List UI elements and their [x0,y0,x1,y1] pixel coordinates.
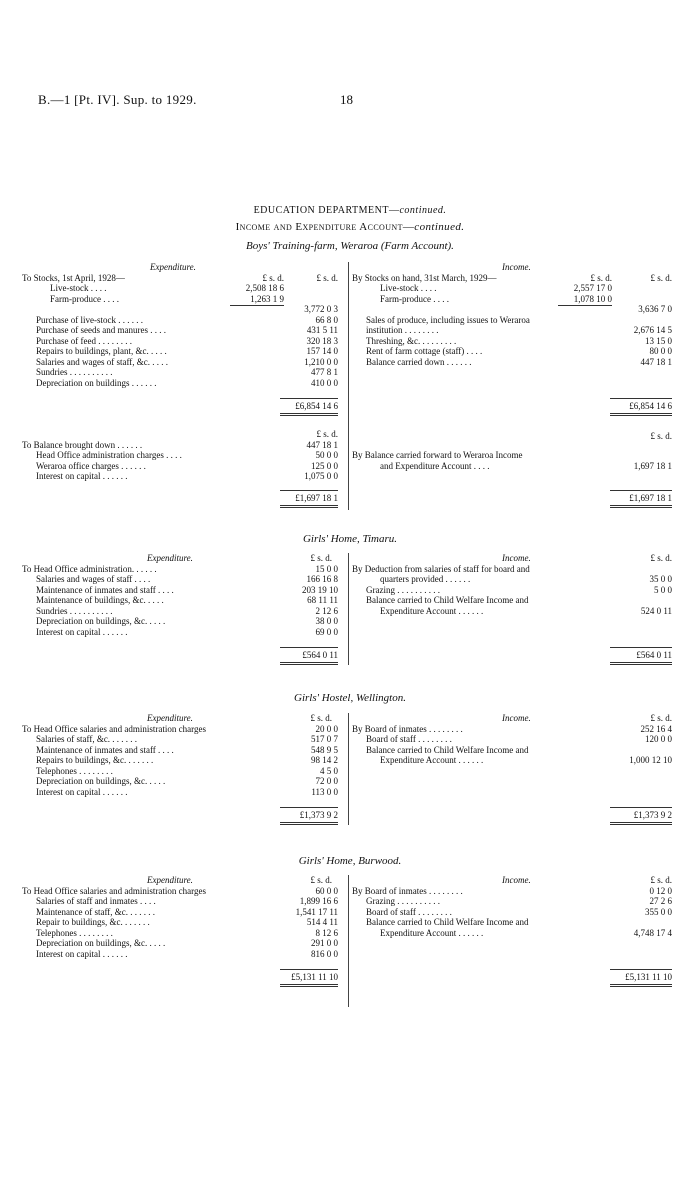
line-label: Salaries of staff, &c. . . . . . . [36,734,138,744]
line-amount: 4 5 0 [320,765,338,776]
line-amount: 524 0 11 [640,605,672,616]
line-amount: 2 12 6 [315,605,338,616]
line-amount: 355 0 0 [645,906,672,917]
line-label: Purchase of seeds and manures . . . . [36,325,166,335]
total-double-rule [610,662,672,665]
line-amount: 1,078 10 0 [573,293,612,304]
line-amount: 13 15 0 [645,335,672,346]
line-label: Depreciation on buildings . . . . . . [36,377,157,388]
line-amount: 120 0 0 [645,734,672,744]
line-amount: 35 0 0 [649,574,672,584]
line-amount: 410 0 0 [311,377,338,388]
line-amount: 1,541 17 11 [295,906,338,917]
timaru-title: Girls' Home, Timaru. [302,533,398,545]
money-columns: £ s. d. [650,553,672,563]
total-double-rule [280,505,338,508]
line-label: Sundries . . . . . . . . . . [36,367,113,377]
line-amount: 98 14 2 [311,755,338,765]
line-label: Repairs to buildings, &c. . . . . . . [36,755,154,765]
total-rule [280,647,338,648]
total-rule [280,807,338,808]
column-heading: Expenditure. [147,875,193,885]
line-label: Maintenance of inmates and staff . . . . [36,744,174,755]
line-amount: 15 0 0 [315,563,338,574]
line-amount: 0 12 0 [649,885,672,896]
line-label: Head Office administration charges . . . . [36,450,182,460]
total-double-rule [280,662,338,665]
hostel-section [22,713,680,828]
line-amount: 320 18 3 [306,335,338,346]
line-label: Interest on capital . . . . . . [36,786,128,797]
total-double-rule [280,822,338,825]
total-double-rule [280,984,338,987]
line-label: Weraroa office charges . . . . . . [36,460,146,471]
line-label: Salaries of staff and inmates . . . . [36,896,156,906]
line-amount: 447 18 1 [306,439,338,450]
line-label: Expenditure Account . . . . . . [380,927,484,938]
department-title: EDUCATION DEPARTMENT—continued. [253,205,447,216]
line-amount: 50 0 0 [315,450,338,460]
line-label: Repair to buildings, &c. . . . . . . [36,917,150,927]
line-label: Sundries . . . . . . . . . . [36,605,113,616]
line-label: institution . . . . . . . . [366,325,439,335]
money-columns: £ s. d. [650,875,672,885]
line-label: Balance carried down . . . . . . [366,356,472,367]
money-columns: £ s. d. [650,431,672,441]
total-rule [610,398,672,399]
line-amount: 3,772 0 3 [304,304,338,314]
line-amount: 517 0 7 [311,734,338,744]
account-title: Income and Expenditure Account—continued. [235,221,465,233]
total-rule [280,490,338,491]
money-columns: £ s. d. [316,429,338,439]
line-amount: 514 4 11 [306,917,338,927]
line-label: Board of staff . . . . . . . . [366,906,452,917]
line-label: Expenditure Account . . . . . . [380,605,484,616]
line-label: By Board of inmates . . . . . . . . [352,885,463,896]
line-label: Salaries and wages of staff, &c. . . . . [36,356,169,367]
total-amount: £1,697 18 1 [629,492,672,503]
money-columns: £ s. d. [590,272,612,283]
timaru-section [22,553,680,668]
line-label: To Head Office salaries and administration charges [22,885,206,896]
line-amount: 447 18 1 [640,356,672,367]
line-amount: 1,210 0 0 [304,356,338,367]
line-amount: 2,676 14 5 [633,325,672,335]
page-number: 18 [340,92,353,107]
line-label: By Balance carried forward to Weraroa Income [352,450,523,460]
column-heading: Expenditure. [150,262,196,272]
line-label: Balance carried to Child Welfare Income and [366,917,529,927]
line-label: Grazing . . . . . . . . . . [366,896,440,906]
line-label: Interest on capital . . . . . . [36,948,128,959]
line-label: Farm-produce . . . . [50,293,119,304]
burwood-title: Girls' Home, Burwood. [298,855,402,867]
line-amount: 5 0 0 [654,584,672,595]
line-label: Balance carried to Child Welfare Income and [366,595,529,605]
line-label: Interest on capital . . . . . . [36,626,128,637]
line-amount: 1,075 0 0 [304,471,338,481]
line-amount: 548 9 5 [311,744,338,755]
line-label: Farm-produce . . . . [380,293,449,304]
line-label: Sales of produce, including issues to Weraroa [366,314,530,325]
line-label: Telephones . . . . . . . . [36,927,113,938]
line-amount: 8 12 6 [315,927,338,938]
line-label: Salaries and wages of staff . . . . [36,574,151,584]
money-columns: £ s. d. [316,272,338,283]
line-label: To Balance brought down . . . . . . [22,439,143,450]
line-label: quarters provided . . . . . . [380,574,471,584]
boys-farm-section [22,262,680,512]
total-amount: £564 0 11 [302,650,338,660]
boys-farm-title: Boys' Training-farm, Weraroa (Farm Account). [246,240,454,252]
total-amount: £564 0 11 [636,650,672,660]
column-heading: Expenditure. [147,713,193,723]
line-label: Maintenance of inmates and staff . . . . [36,584,174,595]
line-label: Purchase of live-stock . . . . . . [36,314,143,325]
column-heading: Income. [502,713,531,723]
line-amount: 252 16 4 [640,723,672,734]
line-label: Live-stock . . . . [380,283,437,293]
line-label: Interest on capital . . . . . . [36,471,128,481]
line-amount: 1,899 16 6 [299,896,338,906]
hostel-title: Girls' Hostel, Wellington. [294,692,406,704]
line-amount: 166 16 8 [306,574,338,584]
total-double-rule [610,822,672,825]
total-amount: £1,697 18 1 [295,492,338,503]
line-amount: 60 0 0 [315,885,338,896]
line-amount: 2,508 18 6 [245,283,284,293]
line-amount: 477 8 1 [311,367,338,377]
total-double-rule [280,413,338,416]
line-amount: 3,636 7 0 [638,304,672,314]
line-amount: 38 0 0 [315,616,338,626]
column-heading: Expenditure. [147,553,193,563]
line-amount: 72 0 0 [315,776,338,786]
line-amount: 157 14 0 [306,346,338,356]
line-label: Maintenance of buildings, &c. . . . . [36,595,164,605]
line-label: Repairs to buildings, plant, &c. . . . . [36,346,167,356]
line-label: Grazing . . . . . . . . . . [366,584,440,595]
line-label: Purchase of feed . . . . . . . . [36,335,132,346]
total-double-rule [610,413,672,416]
line-label: Expenditure Account . . . . . . [380,755,484,765]
total-amount: £5,131 11 10 [625,972,672,982]
total-rule [280,398,338,399]
total-amount: £1,373 9 2 [633,810,672,820]
line-amount: 1,697 18 1 [633,460,672,471]
line-label: By Deduction from salaries of staff for board and [352,563,530,574]
line-amount: 291 0 0 [311,938,338,948]
line-amount: 816 0 0 [311,948,338,959]
money-columns: £ s. d. [310,553,332,563]
line-label: By Stocks on hand, 31st March, 1929— [352,272,497,283]
line-label: Depreciation on buildings, &c. . . . . [36,938,166,948]
line-label: To Head Office salaries and administration charges [22,723,206,734]
total-rule [610,490,672,491]
line-label: To Head Office administration. . . . . . [22,563,157,574]
line-label: Live-stock . . . . [50,283,107,293]
line-amount: 66 8 0 [315,314,338,325]
line-label: Telephones . . . . . . . . [36,765,113,776]
column-heading: Income. [502,262,531,272]
total-amount: £6,854 14 6 [295,401,338,411]
money-columns: £ s. d. [650,713,672,723]
line-label: Balance carried to Child Welfare Income and [366,744,529,755]
running-head: B.—1 [Pt. IV]. Sup. to 1929. [38,92,197,107]
subtotal-rule [558,305,612,306]
line-label: Depreciation on buildings, &c. . . . . [36,616,166,626]
line-label: Rent of farm cottage (staff) . . . . [366,346,483,356]
line-label: and Expenditure Account . . . . [380,460,490,471]
subtotal-rule [230,305,284,306]
line-amount: 1,263 1 9 [250,293,284,304]
line-amount: 4,748 17 4 [633,927,672,938]
line-amount: 431 5 11 [306,325,338,335]
total-rule [280,969,338,970]
money-columns: £ s. d. [650,272,672,283]
line-label: Threshing, &c. . . . . . . . . [366,335,457,346]
line-label: Board of staff . . . . . . . . [366,734,452,744]
line-label: By Board of inmates . . . . . . . . [352,723,463,734]
money-columns: £ s. d. [310,875,332,885]
line-amount: 68 11 11 [307,595,338,605]
line-amount: 203 19 10 [302,584,338,595]
total-rule [610,647,672,648]
line-label: Depreciation on buildings, &c. . . . . [36,776,166,786]
money-columns: £ s. d. [310,713,332,723]
total-rule [610,969,672,970]
total-amount: £1,373 9 2 [299,810,338,820]
line-amount: 80 0 0 [649,346,672,356]
money-columns: £ s. d. [262,272,284,283]
line-label: To Stocks, 1st April, 1928— [22,272,125,283]
line-amount: 20 0 0 [315,723,338,734]
burwood-section [22,875,680,1010]
total-amount: £5,131 11 10 [291,972,338,982]
column-heading: Income. [502,875,531,885]
line-amount: 113 0 0 [311,786,338,797]
total-amount: £6,854 14 6 [629,401,672,411]
column-heading: Income. [502,553,531,563]
line-amount: 1,000 12 10 [629,755,672,765]
total-double-rule [610,984,672,987]
total-double-rule [610,505,672,508]
line-amount: 27 2 6 [649,896,672,906]
line-amount: 2,557 17 0 [573,283,612,293]
total-rule [610,807,672,808]
line-amount: 125 0 0 [311,460,338,471]
line-label: Maintenance of staff, &c. . . . . . . [36,906,156,917]
line-amount: 69 0 0 [315,626,338,637]
